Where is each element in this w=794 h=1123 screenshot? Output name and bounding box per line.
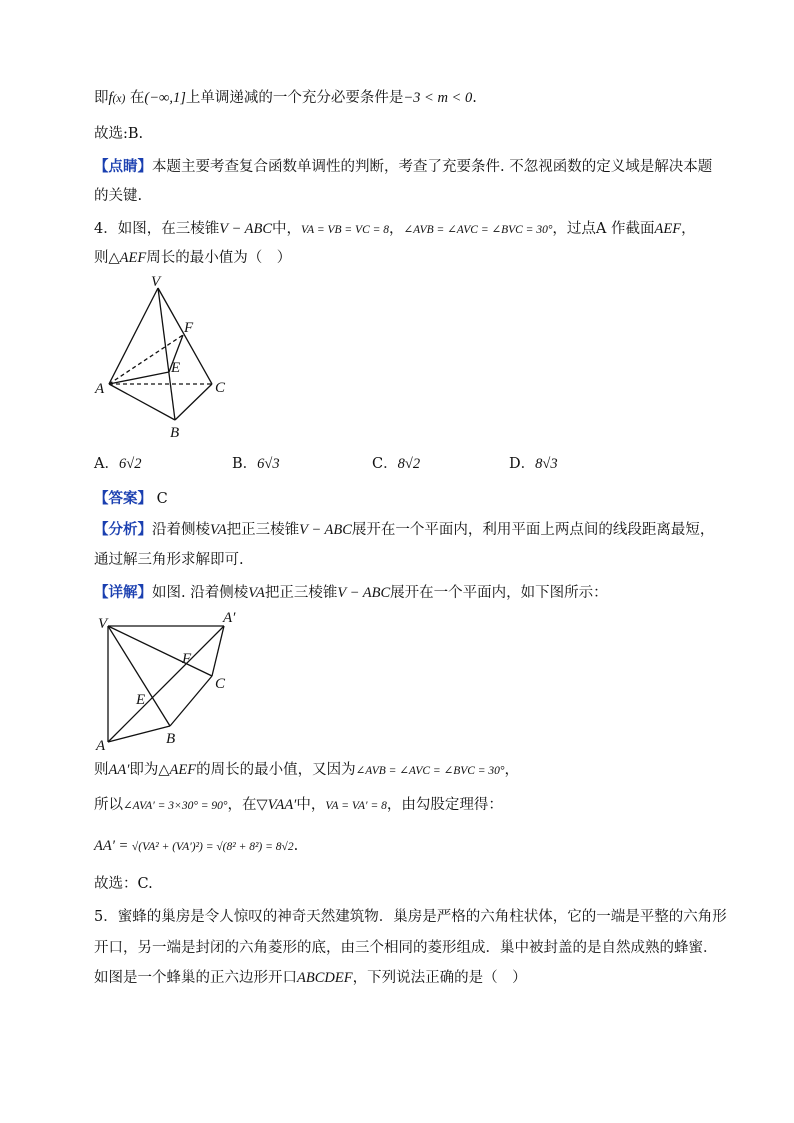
answer-value: C bbox=[156, 491, 168, 507]
tag-analysis: 【分析】 bbox=[94, 521, 152, 538]
text-seg: 的周长的最小值，又因为 bbox=[196, 762, 356, 778]
unfolded-net-figure bbox=[90, 606, 255, 756]
math-aa-prime: AA′ bbox=[108, 762, 130, 778]
label-f: F bbox=[184, 320, 194, 336]
text-seg: . bbox=[472, 90, 477, 106]
detail-line-1 bbox=[94, 583, 608, 603]
detail-line-2 bbox=[94, 760, 519, 781]
text-seg: 本题主要考查复合函数单调性的判断，考查了充要条件. 不忽视函数的定义域是解决本题 bbox=[152, 159, 713, 175]
text-seg: 如图. 沿着侧棱 bbox=[152, 585, 249, 601]
question-5-line-1: 5．蜜蜂的巢房是令人惊叹的神奇天然建筑物．巢房是严格的六角柱状体，它的一端是平整的六角形 bbox=[94, 909, 727, 925]
math-right-angle: ∠AVA′ = 3×30° = 90° bbox=[123, 800, 228, 812]
math-angles: ∠AVB = ∠AVC = ∠BVC = 30° bbox=[355, 765, 505, 777]
option-letter: A． bbox=[94, 456, 119, 472]
edge-ab bbox=[109, 384, 175, 420]
label-f: F bbox=[182, 651, 192, 667]
math-aef: AEF bbox=[119, 250, 147, 266]
question-5-line-3 bbox=[94, 968, 527, 988]
answer-line bbox=[94, 489, 168, 509]
analysis-line-2: 通过解三角形求解即可. bbox=[94, 552, 244, 568]
tetrahedron-figure bbox=[90, 272, 240, 442]
math-x: (x) bbox=[112, 93, 126, 105]
question-5-line-2: 开口，另一端是封闭的六角菱形的底，由三个相同的菱形组成．巢中被封盖的是自然成熟的蜂蜜． bbox=[94, 940, 718, 956]
text-line-14: 故选：C. bbox=[94, 876, 153, 892]
text-seg: ， bbox=[504, 762, 520, 778]
math-pyramid: V − ABC bbox=[219, 221, 272, 237]
label-e: E bbox=[136, 692, 146, 708]
text-seg: 4．如图，在三棱锥 bbox=[94, 221, 220, 237]
math-va: VA bbox=[248, 585, 265, 601]
math-aef: AEF bbox=[654, 221, 682, 237]
option-a[interactable] bbox=[94, 452, 141, 473]
math-triangle: ▽VAA′ bbox=[256, 797, 297, 813]
edge-ab bbox=[108, 726, 170, 742]
label-v: V bbox=[151, 274, 161, 290]
analysis-line-1 bbox=[94, 520, 714, 540]
option-d[interactable] bbox=[509, 452, 558, 473]
label-a: A bbox=[95, 381, 105, 397]
text-line-3 bbox=[94, 157, 712, 177]
text-seg: ，下列说法正确的是（ ） bbox=[352, 970, 527, 986]
text-line-1 bbox=[94, 88, 477, 109]
math-pyramid: V − ABC bbox=[337, 585, 391, 601]
math-condition: −3 < m < 0 bbox=[403, 90, 473, 106]
text-seg: . bbox=[293, 838, 299, 854]
edge-vc bbox=[158, 288, 212, 384]
label-a: A bbox=[96, 738, 106, 754]
text-seg: ，在 bbox=[227, 797, 257, 813]
label-b: B bbox=[170, 425, 180, 441]
text-seg: 中， bbox=[296, 797, 326, 813]
edge-ca-prime bbox=[212, 626, 224, 676]
label-v: V bbox=[98, 616, 108, 632]
math-hexagon: ABCDEF bbox=[297, 970, 353, 986]
option-b[interactable] bbox=[232, 452, 280, 473]
tag-detail: 【详解】 bbox=[94, 584, 152, 601]
text-seg: 在 bbox=[129, 90, 145, 106]
option-value: 6√3 bbox=[257, 456, 280, 472]
math-pythagoras: √(VA² + (VA′)²) = √(8² + 8²) = 8√2 bbox=[131, 841, 294, 853]
text-seg: 沿着侧棱 bbox=[152, 522, 210, 538]
text-seg: 把正三棱锥 bbox=[264, 585, 338, 601]
option-value: 8√3 bbox=[535, 456, 558, 472]
label-e: E bbox=[171, 360, 181, 376]
option-letter: B． bbox=[232, 456, 258, 472]
text-seg: 周长的最小值为（ ） bbox=[146, 250, 292, 266]
detail-line-3 bbox=[94, 795, 503, 816]
question-4-line-1 bbox=[94, 219, 696, 240]
label-a-prime: A′ bbox=[223, 610, 236, 626]
text-seg: 如图是一个蜂巢的正六边形开口 bbox=[94, 970, 297, 986]
edge-vb bbox=[158, 288, 175, 420]
math-f: f bbox=[108, 90, 113, 106]
tag-answer: 【答案】 bbox=[94, 490, 152, 507]
text-seg: 展开在一个平面内，利用平面上两点间的线段距离最短， bbox=[351, 522, 715, 538]
text-seg: 把正三棱锥 bbox=[226, 522, 300, 538]
label-b: B bbox=[166, 731, 176, 747]
text-seg: 则 bbox=[94, 762, 109, 778]
text-seg: 则△ bbox=[94, 250, 120, 266]
question-4-line-2 bbox=[94, 248, 291, 268]
text-seg: 即为△ bbox=[129, 762, 170, 778]
math-aa-prime: AA′ = bbox=[94, 838, 132, 854]
edge-bc bbox=[170, 676, 212, 726]
tag-dianjing: 【点睛】 bbox=[94, 158, 152, 175]
option-c[interactable] bbox=[372, 452, 420, 473]
option-value: 6√2 bbox=[118, 456, 142, 472]
math-pyramid: V − ABC bbox=[299, 522, 352, 538]
text-line-4: 的关键. bbox=[94, 188, 143, 204]
math-lengths: VA = VA′ = 8 bbox=[325, 800, 387, 812]
option-letter: C． bbox=[372, 456, 398, 472]
text-seg: 上单调递减的一个充分必要条件是 bbox=[185, 90, 404, 106]
text-seg: ， bbox=[681, 221, 696, 237]
label-c: C bbox=[215, 380, 226, 396]
label-c: C bbox=[215, 676, 226, 692]
edge-va bbox=[109, 288, 158, 384]
text-seg: 所以 bbox=[94, 797, 123, 813]
formula-line bbox=[94, 836, 298, 857]
option-letter: D． bbox=[509, 456, 536, 472]
text-seg: ， bbox=[389, 221, 404, 237]
edge-bc bbox=[175, 384, 212, 420]
text-seg: ，由勾股定理得： bbox=[386, 797, 503, 813]
math-aef: AEF bbox=[169, 762, 197, 778]
segment-aa-prime bbox=[108, 626, 224, 742]
text-seg: 即 bbox=[94, 90, 109, 106]
option-value: 8√2 bbox=[397, 456, 421, 472]
math-edges: VA = VB = VC = 8 bbox=[301, 224, 390, 236]
math-angles: ∠AVB = ∠AVC = ∠BVC = 30° bbox=[403, 224, 553, 236]
text-seg: 中， bbox=[272, 221, 301, 237]
text-seg: ，过点A 作截面 bbox=[552, 221, 655, 237]
math-va: VA bbox=[210, 522, 227, 538]
math-interval: (−∞,1] bbox=[144, 90, 186, 106]
text-seg: 展开在一个平面内，如下图所示： bbox=[390, 585, 608, 601]
text-line-2: 故选:B. bbox=[94, 126, 144, 142]
